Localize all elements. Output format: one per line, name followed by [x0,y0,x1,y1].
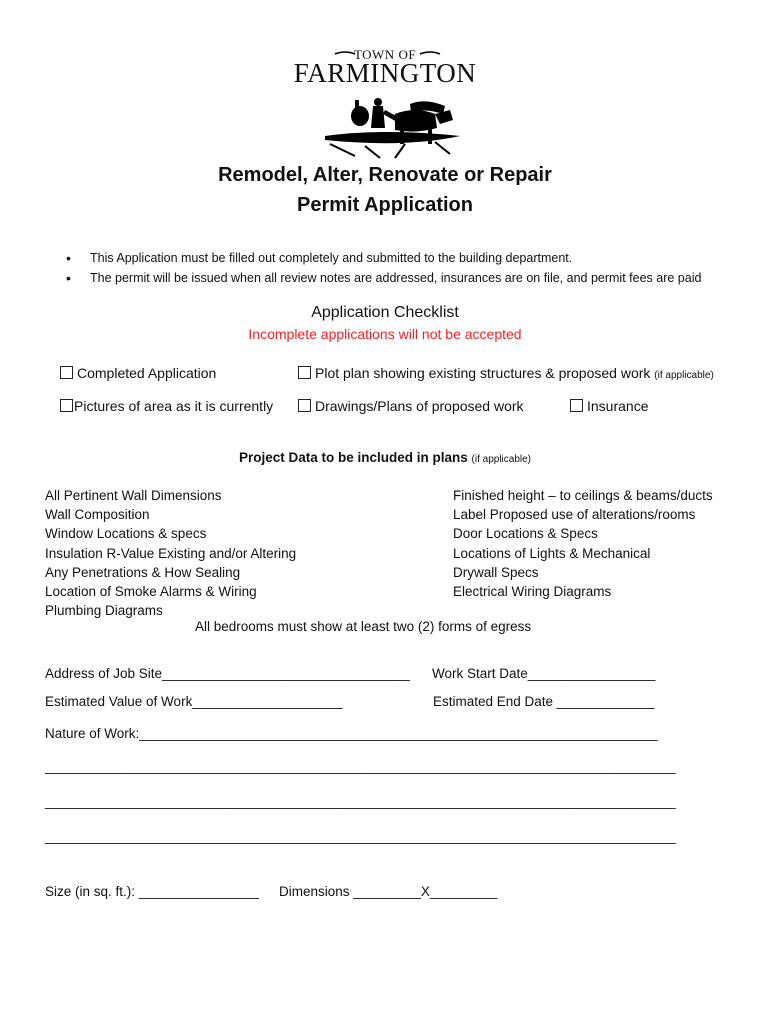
estimated-end-date-field[interactable]: Estimated End Date _____________ [433,694,655,709]
dimensions-field[interactable]: Dimensions _________X_________ [279,884,498,899]
checkbox-completed-application[interactable] [60,365,216,381]
list-item: Locations of Lights & Mechanical [453,545,651,561]
list-item: All Pertinent Wall Dimensions [45,488,222,503]
nature-of-work-line[interactable]: ____________________________________________________________________________________ [45,794,676,809]
checkbox-label: Drawings/Plans of proposed work [315,398,524,414]
instruction-list [66,248,701,288]
list-item: Wall Composition [45,507,150,523]
list-item: Door Locations & Specs [453,526,598,542]
list-item: Any Penetrations & How Sealing [45,564,241,580]
checkbox-icon[interactable] [570,399,583,412]
size-field[interactable]: Size (in sq. ft.): ________________ [45,884,259,899]
checkbox-label: Plot plan showing existing structures & proposed work [315,365,651,381]
if-applicable-note: (if applicable) [471,454,532,465]
instruction-item: • This Application must be filled out completely and submitted to the building department. [66,248,701,268]
checkbox-label: Completed Application [77,365,217,381]
list-item: Location of Smoke Alarms & Wiring [45,584,257,600]
checkbox-icon[interactable] [298,366,311,379]
address-field[interactable]: Address of Job Site_________________________________ [45,666,410,681]
checkbox-icon[interactable] [60,399,73,412]
checkbox-plot-plan[interactable] [298,365,714,381]
project-data-title [0,450,770,465]
project-data-left-list [45,486,296,620]
work-start-date-field[interactable]: Work Start Date_________________ [432,666,656,681]
checkbox-icon[interactable] [60,366,73,379]
if-applicable-note: (if applicable) [654,370,714,381]
checklist-title: Application Checklist [311,304,459,321]
page-title-line1: Remodel, Alter, Renovate or Repair [218,164,552,186]
checkbox-icon[interactable] [298,399,311,412]
project-data-right-list [453,486,713,601]
list-item: Electrical Wiring Diagrams [453,584,612,600]
list-item: Window Locations & specs [45,526,207,542]
checkbox-pictures[interactable] [60,398,273,414]
project-data-heading: Project Data to be included in plans [238,450,468,465]
farmington-logo-illustration [285,44,490,162]
nature-of-work-field[interactable]: Nature of Work:_____________________________________________________________________ [45,726,658,741]
list-item: Plumbing Diagrams [45,603,163,619]
list-item: Finished height – to ceilings & beams/ducts [453,488,713,503]
nature-of-work-line[interactable]: ____________________________________________________________________________________ [45,759,676,774]
page-title-line2: Permit Application [297,194,473,216]
estimated-value-field[interactable]: Estimated Value of Work____________________ [45,694,343,709]
list-item: Insulation R-Value Existing and/or Altering [45,545,297,561]
list-item: Label Proposed use of alterations/rooms [453,507,696,523]
logo-farmington: FARMINGTON [293,58,477,88]
egress-note: All bedrooms must show at least two (2) forms of egress [195,619,532,634]
nature-of-work-line[interactable]: ____________________________________________________________________________________ [45,829,676,844]
checklist-warning: Incomplete applications will not be accepted [248,326,522,342]
checkbox-label: Pictures of area as it is currently [74,398,274,414]
logo-town-of: TOWN OF [353,47,417,62]
checkbox-drawings[interactable] [298,398,524,414]
checkbox-insurance[interactable] [570,398,648,414]
instruction-item: • The permit will be issued when all review notes are addressed, insurances are on file, and permit fees are paid [66,268,701,288]
checkbox-label: Insurance [587,398,649,414]
list-item: Drywall Specs [453,564,539,580]
